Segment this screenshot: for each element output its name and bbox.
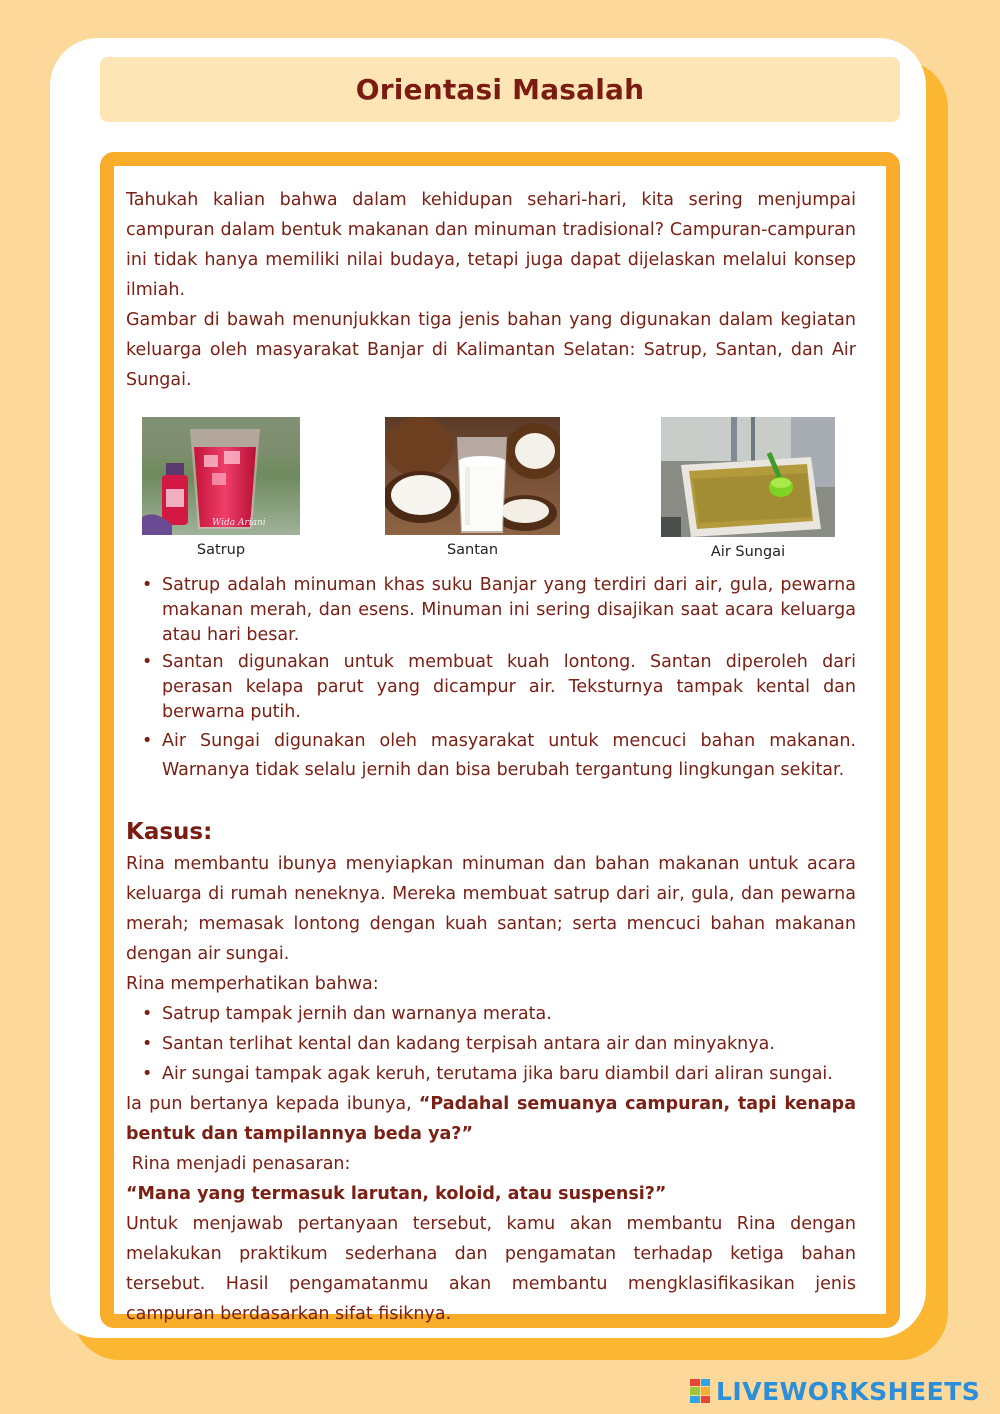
- coconut-milk-glass-photo: [385, 417, 560, 535]
- photo-satrup: [142, 417, 300, 559]
- intro-paragraph-2: Gambar di bawah menunjukkan tiga jenis bahan yang digunakan dalam kegiatan keluarga oleh masyarakat Banjar di Kalimantan Selatan: Satrup, Santan, dan Air Sungai.: [126, 310, 856, 390]
- question-quote: “Padahal semuanya campuran, tapi kenapa bentuk dan tampilannya beda ya?”: [126, 1094, 856, 1144]
- caption-air-sungai: Air Sungai: [710, 544, 786, 560]
- intro-paragraph-1: Tahukah kalian bahwa dalam kehidupan sehari-hari, kita sering menjumpai campuran dalam bentuk makanan dan minuman tradisional? Campuran-campuran ini tidak hanya memiliki nilai budaya, tetapi juga dapat dijelaskan melalui konsep ilmiah.: [126, 190, 856, 300]
- caption-santan: Santan: [446, 542, 499, 558]
- title-bar: [100, 57, 900, 122]
- caption-satrup: Satrup: [196, 542, 246, 558]
- photo-santan: [385, 417, 560, 559]
- content: [126, 185, 856, 1329]
- description-satrup: • Satrup adalah minuman khas suku Banjar yang terdiri dari air, gula, pewarna makanan merah, dan esens. Minuman ini sering disajikan saat acara keluarga atau hari besar.: [142, 573, 856, 648]
- observation-item: • Satrup tampak jernih dan warnanya merata.: [142, 999, 856, 1029]
- river-water-bucket-photo: [661, 417, 835, 537]
- observation-list: [142, 999, 856, 1089]
- page-title: Orientasi Masalah: [355, 73, 645, 106]
- closing-paragraph: Untuk menjawab pertanyaan tersebut, kamu akan membantu Rina dengan melakukan praktikum sederhana dan pengamatan terhadap ketiga bahan tersebut. Hasil pengamatanmu akan membantu mengklasifikasikan jenis campuran berdasarkan sifat fisiknya.: [126, 1214, 856, 1324]
- watermark-text: Wida Ariani: [212, 518, 266, 528]
- question-prefix: Ia pun bertanya kepada ibunya,: [126, 1094, 419, 1114]
- description-air-sungai: • Air Sungai digunakan oleh masyarakat untuk mencuci bahan makanan. Warnanya tidak selalu jernih dan bisa berubah tergantung lingkungan sekitar.: [142, 727, 856, 785]
- photo-air-sungai: [661, 417, 835, 561]
- main-question: “Mana yang termasuk larutan, koloid, atau suspensi?”: [126, 1184, 667, 1204]
- curious-line: Rina menjadi penasaran:: [126, 1154, 351, 1174]
- observation-intro: Rina memperhatikan bahwa:: [126, 974, 379, 994]
- liveworksheets-logo[interactable]: [690, 1376, 990, 1406]
- photo-row: [126, 417, 856, 567]
- liveworksheets-logo-icon: [690, 1379, 710, 1403]
- red-drink-glass-photo: [142, 417, 300, 535]
- description-santan: • Santan digunakan untuk membuat kuah lontong. Santan diperoleh dari perasan kelapa parut yang dicampur air. Teksturnya tampak kental dan berwarna putih.: [142, 650, 856, 725]
- question-paragraph: [126, 1089, 856, 1149]
- observation-item: • Air sungai tampak agak keruh, terutama jika baru diambil dari aliran sungai.: [142, 1059, 856, 1089]
- kasus-heading: Kasus:: [126, 819, 213, 845]
- logo-text: LIVEWORKSHEETS: [716, 1376, 981, 1406]
- kasus-paragraph: Rina membantu ibunya menyiapkan minuman dan bahan makanan untuk acara keluarga di rumah neneknya. Mereka membuat satrup dari air, gula, dan pewarna merah; memasak lontong dengan kuah santan; serta mencuci bahan makanan dengan air sungai.: [126, 854, 856, 964]
- observation-item: • Santan terlihat kental dan kadang terpisah antara air dan minyaknya.: [142, 1029, 856, 1059]
- description-list: [142, 573, 856, 785]
